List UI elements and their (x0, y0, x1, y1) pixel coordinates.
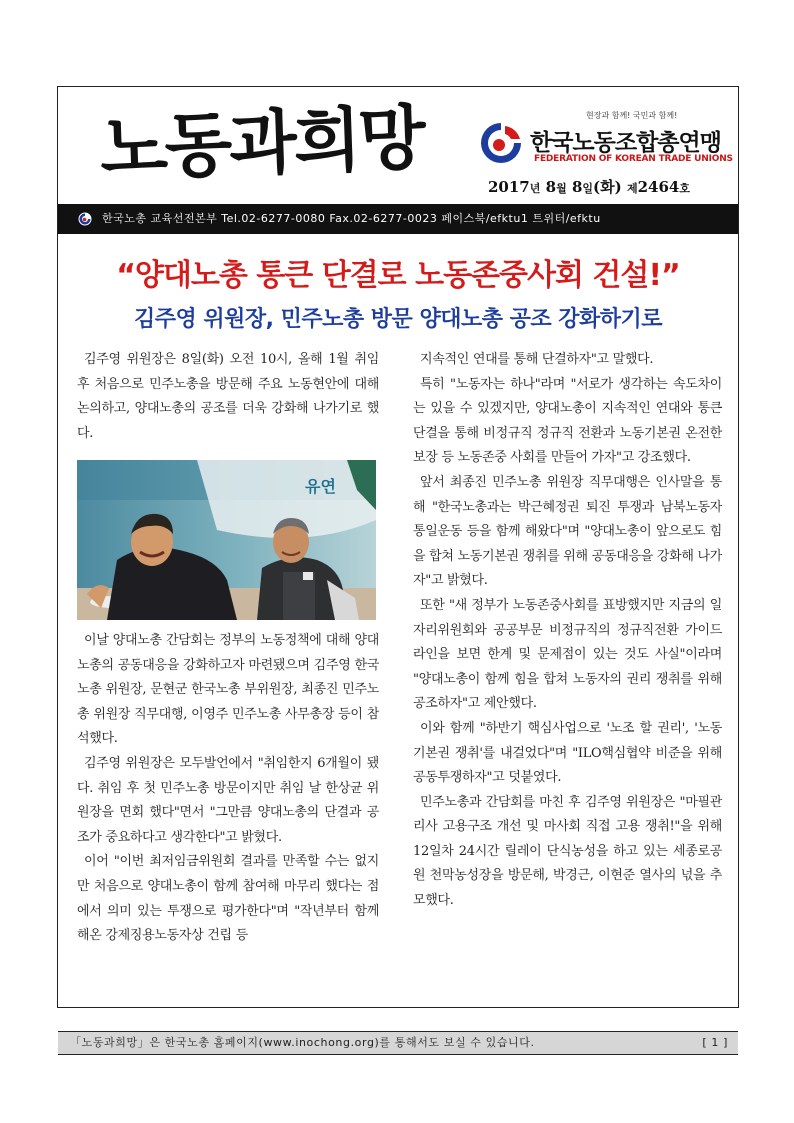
article-photo (77, 460, 376, 620)
issue-day: 8 (571, 178, 583, 196)
article-column-left-top (77, 348, 379, 446)
issue-date-number (488, 176, 733, 197)
article-paragraph: 김주영 위원장은 8일(화) 오전 10시, 올해 1월 취임 후 처음으로 민주노총을 방문해 주요 노동현안에 대해 논의하고, 양대노총의 공조를 더욱 강화해 나가기로 했다. (77, 352, 379, 441)
issue-year: 2017 (488, 178, 530, 196)
contact-info-text: 한국노총 교육선전본부 Tel.02-6277-0080 Fax.02-6277-0023 페이스북/efktu1 트위터/efktu (102, 212, 601, 225)
fktu-emblem-icon (478, 120, 524, 166)
banner-text: 유연 (305, 477, 336, 496)
issue-month-unit: 월 (556, 182, 567, 195)
issue-number-suffix: 호 (679, 182, 690, 195)
article-column-left-bottom (77, 629, 379, 949)
article-paragraph: 특히 "노동자는 하나"라며 "서로가 생각하는 속도차이는 있을 수 있겠지만, 양대노총이 지속적인 연대와 통큰 단결을 통해 비정규직 정규직 전환과 노동기본권 온전한 보장 등 노동존중 사회를 만들어 가자"고 강조했다. (413, 376, 722, 466)
article-paragraph: 앞서 최종진 민주노총 위원장 직무대행은 인사말을 통해 "한국노총과는 박근혜정권 퇴진 투쟁과 남북노동자 통일운동 등을 함께 해왔다"며 "양대노총이 앞으로도 힘을 합쳐 노동기본권 쟁취를 위해 공동대응을 강화해 나가자"고 밝혔다. (413, 474, 722, 589)
issue-number-prefix: 제 (626, 182, 638, 195)
org-name-kr: 한국노동조합총연맹 (530, 130, 721, 156)
article-subheadline: 김주영 위원장, 민주노총 방문 양대노총 공조 강화하기로 (133, 307, 663, 332)
article-paragraph: 이날 양대노총 간담회는 정부의 노동정책에 대해 양대노총의 공동대응을 강화하고자 마련됐으며 김주영 한국노총 위원장, 문현군 한국노총 부위원장, 최종진 민주노총 위원장 직무대행, 이영주 민주노총 사무총장 등이 참석했다. (77, 633, 379, 747)
page-number: [ 1 ] (702, 1036, 728, 1049)
issue-day-unit: 일 (582, 182, 594, 195)
article-paragraph: 이와 함께 "하반기 핵심사업으로 '노조 할 권리', '노동기본권 쟁취'를 내걸었다"며 "ILO핵심협약 비준을 위해 공동투쟁하자"고 덧붙였다. (413, 720, 722, 786)
fktu-logo (478, 110, 734, 170)
issue-month: 8 (545, 178, 557, 196)
org-name-en: FEDERATION OF KOREAN TRADE UNIONS (534, 154, 733, 164)
article-paragraph: 지속적인 연대를 통해 단결하자"고 말했다. (420, 352, 654, 367)
contact-info-bar (58, 204, 738, 234)
article-column-right (413, 348, 722, 914)
org-slogan: 현장과 함께! 국민과 함께! (586, 111, 678, 120)
article-headline: “양대노총 통큰 단결로 노동존중사회 건설!” (116, 258, 680, 293)
meeting-photo-image (77, 460, 376, 620)
issue-number: 2464 (637, 178, 680, 196)
article-paragraph: 김주영 위원장은 모두발언에서 "취임한지 6개월이 됐다. 취임 후 첫 민주노총 방문이지만 취임 날 한상균 위원장을 면회 했다"면서 "그만큼 양대노총의 단결과 공조가 중요하다고 생각한다"고 밝혔다. (77, 755, 379, 845)
article-paragraph: 이어 "이번 최저임금위원회 결과를 만족할 수는 없지만 처음으로 양대노총이 함께 참여해 마무리 했다는 점에서 의미 있는 투쟁으로 평가한다"며 "작년부터 함께 해온 강제징용노동자상 건립 등 (77, 854, 379, 944)
article-paragraph: 또한 "새 정부가 노동존중사회를 표방했지만 지금의 일자리위원회와 공공부문 비정규직의 정규직전환 가이드라인을 보면 한계 및 문제점이 있는 것도 사실"이라며 "양대노총이 함께 힘을 합쳐 노동자의 권리 쟁취를 위해 공조하자"고 제안했다. (413, 597, 722, 712)
issue-weekday: (화) (593, 178, 622, 196)
footer-note: 「노동과희망」은 한국노총 홈페이지(www.inochong.org)를 통해서도 보실 수 있습니다. (70, 1036, 535, 1049)
issue-year-unit: 년 (529, 182, 541, 195)
fktu-mini-emblem-icon (78, 212, 92, 226)
masthead-title: 노동과희망 (98, 95, 425, 190)
article-paragraph: 민주노총과 간담회를 마친 후 김주영 위원장은 "마필관리사 고용구조 개선 및 마사회 직접 고용 쟁취!"을 위해 12일차 24시간 릴레이 단식농성을 하고 있는 세종로공원 천막농성장을 방문해, 박경근, 이현준 열사의 넋을 추모했다. (413, 794, 722, 909)
page-footer (58, 1031, 738, 1055)
